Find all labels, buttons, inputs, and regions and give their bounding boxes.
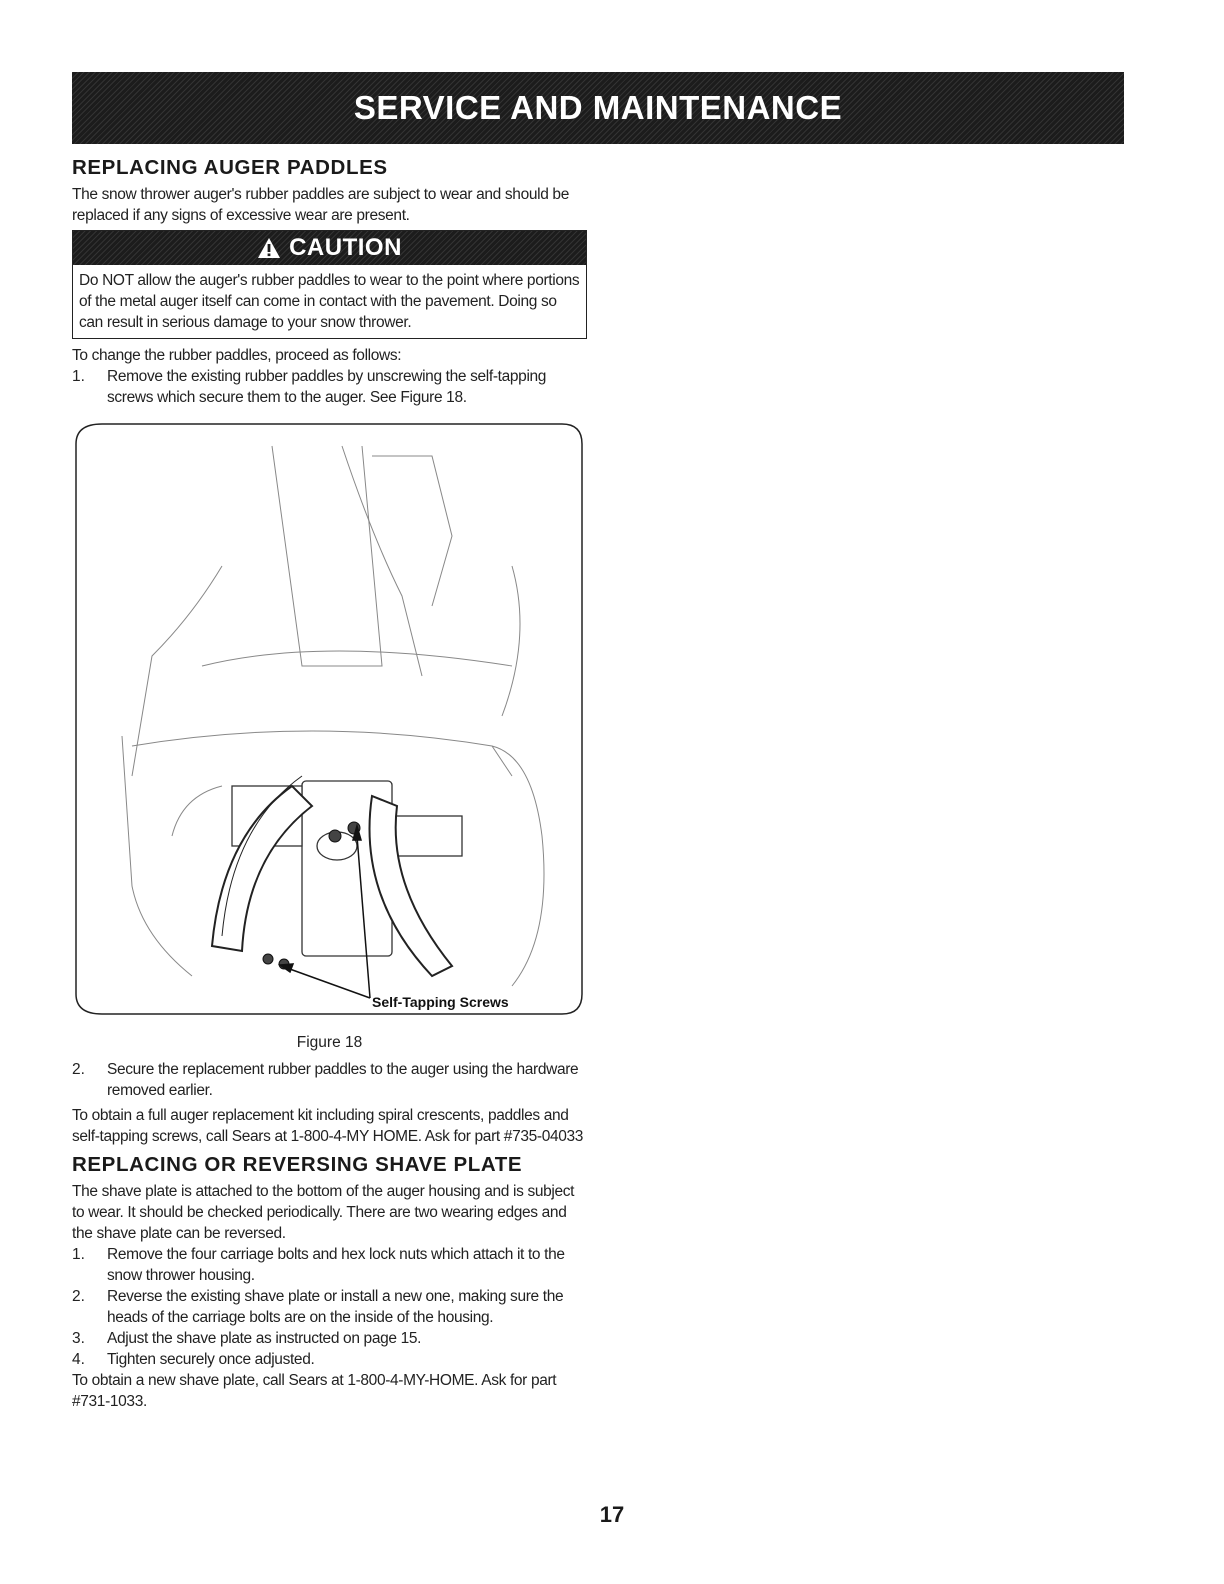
step-text: Tighten securely once adjusted. [107,1351,315,1368]
paddle-steps-list [72,366,587,408]
shave-plate-steps-list [72,1244,587,1370]
step-number: 2. [72,1288,85,1305]
step-number: 2. [72,1061,85,1078]
heading-replacing-auger-paddles: REPLACING AUGER PADDLES [72,156,388,179]
step-text: Reverse the existing shave plate or install a new one, making sure the heads of the carriage bolts are on the inside of the housing. [107,1288,564,1326]
step-number: 1. [72,1246,85,1263]
caution-header [73,231,586,265]
warning-triangle-icon [257,237,281,259]
auger-illustration [72,416,583,1028]
caution-box [72,230,587,339]
main-column [72,156,587,1412]
step-text: Adjust the shave plate as instructed on page 15. [107,1330,422,1347]
section-banner [72,72,1124,144]
list-item [72,1349,587,1370]
step-text: Secure the replacement rubber paddles to the auger using the hardware removed earlier. [107,1061,579,1099]
banner-title: SERVICE AND MAINTENANCE [353,89,843,126]
shave-plate-intro: The shave plate is attached to the bottom of the auger housing and is subject to wear. It should be checked periodically. There are two wearing edges and the shave plate can be reversed. [72,1183,575,1242]
procedure-lead: To change the rubber paddles, proceed as follows: [72,347,402,364]
list-item [72,1244,587,1286]
step-text: Remove the existing rubber paddles by unscrewing the self-tapping screws which secure them to the auger. See Figure 18. [107,368,547,406]
step-number: 1. [72,368,85,385]
callout-self-tapping-screws: Self-Tapping Screws [372,994,509,1010]
caution-title: CAUTION [289,234,402,261]
figure-18 [72,416,583,1028]
intro-paragraph: The snow thrower auger's rubber paddles are subject to wear and should be replaced if any signs of excessive wear are present. [72,186,569,224]
list-item [72,366,587,408]
paddle-steps-list-continued [72,1059,587,1101]
kit-note: To obtain a full auger replacement kit including spiral crescents, paddles and self-tapping screws, call Sears at 1-800-4-MY HOME. Ask for part #735-04033 [72,1107,584,1145]
heading-replacing-shave-plate: REPLACING OR REVERSING SHAVE PLATE [72,1153,523,1176]
step-number: 4. [72,1351,85,1368]
list-item [72,1286,587,1328]
list-item [72,1059,587,1101]
step-number: 3. [72,1330,85,1347]
caution-text: Do NOT allow the auger's rubber paddles to wear to the point where portions of the metal auger itself can come in contact with the pavement. Doing so can result in serious damage to your snow thrower. [79,272,580,331]
list-item [72,1328,587,1349]
step-text: Remove the four carriage bolts and hex lock nuts which attach it to the snow thrower housing. [107,1246,565,1284]
shave-plate-outro: To obtain a new shave plate, call Sears at 1-800-4-MY-HOME. Ask for part #731-1033. [72,1372,557,1410]
figure-caption: Figure 18 [296,1034,363,1051]
page-number: 17 [599,1502,625,1527]
